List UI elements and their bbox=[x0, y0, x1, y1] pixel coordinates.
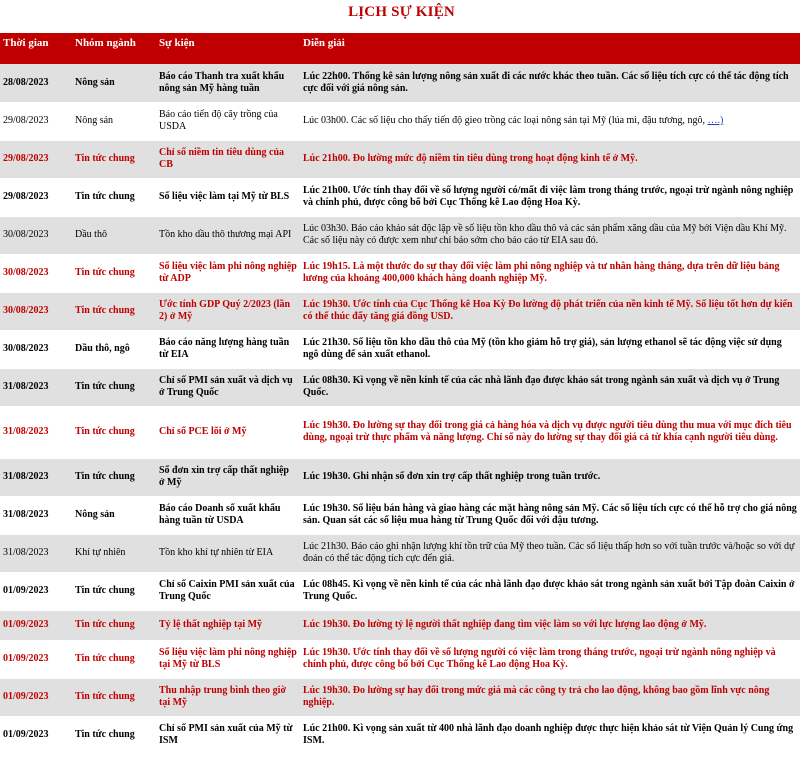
cell-event bbox=[156, 458, 300, 496]
cell-description-text: Lúc 03h30. Báo cáo khảo sát độc lập về số liệu tồn kho dầu thô và các sản phẩm xăng dầu của Mỹ bởi Viện dầu Khí Mỹ. Các số liệu này có được xem như chỉ báo sớm cho báo cáo từ EIA sau đó. bbox=[303, 223, 787, 246]
cell-description bbox=[300, 458, 800, 496]
cell-event-text: Ước tính GDP Quý 2/2023 (lần 2) ở Mỹ bbox=[159, 299, 291, 322]
table-row bbox=[0, 610, 800, 640]
cell-sector-text: Tin tức chung bbox=[75, 153, 135, 164]
cell-date-text: 31/08/2023 bbox=[3, 471, 49, 482]
cell-sector bbox=[72, 496, 156, 534]
cell-description-text: Lúc 19h30. Ước tính thay đổi về số lượng người có việc làm trong tháng trước, ngoại trừ ngành nông nghiệp và chính phủ, được công bố bởi Cục Thống kê Lao động Hoa Kỳ. bbox=[303, 647, 776, 670]
table-row bbox=[0, 458, 800, 496]
cell-sector bbox=[72, 368, 156, 406]
cell-event bbox=[156, 330, 300, 368]
cell-date bbox=[0, 216, 72, 254]
table-row bbox=[0, 254, 800, 292]
cell-sector bbox=[72, 292, 156, 330]
cell-sector bbox=[72, 610, 156, 640]
cell-description-text: Lúc 19h30. Đo lường sự hay đổi trong mức giá mà các công ty trả cho lao động, không bao gồm lĩnh vực nông nghiệp. bbox=[303, 685, 770, 708]
cell-description-text: Lúc 21h00. Kì vọng sản xuất từ 400 nhà lãnh đạo doanh nghiệp được thực hiện khảo sát từ Viện Quản lý Cung ứng ISM. bbox=[303, 723, 794, 746]
page-title: LỊCH SỰ KIỆN bbox=[348, 4, 455, 20]
cell-event bbox=[156, 406, 300, 458]
cell-date-text: 01/09/2023 bbox=[3, 585, 49, 596]
cell-sector-text: Tin tức chung bbox=[75, 191, 135, 202]
cell-date-text: 31/08/2023 bbox=[3, 381, 49, 392]
cell-date bbox=[0, 368, 72, 406]
cell-description-text: Lúc 19h30. Số liệu bán hàng và giao hàng các mặt hàng nông sản Mỹ. Các số liệu tích cực có thể hỗ trợ cho giá nông sản. Quan sát các số liệu mua hàng từ Trung Quốc đối với đậu tương. bbox=[303, 503, 797, 526]
cell-description-text: Lúc 22h00. Thống kê sản lượng nông sản xuất đi các nước khác theo tuần. Các số liệu tích cực có thể tác động tích cực đối với giá nông sản. bbox=[303, 70, 789, 94]
cell-date bbox=[0, 640, 72, 678]
cell-description-text: Lúc 19h30. Đo lường sự thay đổi trong giá cả hàng hóa và dịch vụ được người tiêu dùng thu mua với mục đích tiêu dùng, ngoại trừ thực phẩm và năng lượng. Chỉ số này đo lường sự thay đổi giá cả từ khía cạnh người tiêu dùng. bbox=[303, 420, 792, 443]
cell-description bbox=[300, 496, 800, 534]
table-row bbox=[0, 716, 800, 754]
cell-event bbox=[156, 216, 300, 254]
cell-event bbox=[156, 292, 300, 330]
cell-event-text: Chỉ số PMI sản xuất của Mỹ từ ISM bbox=[159, 723, 293, 746]
cell-sector-text: Tin tức chung bbox=[75, 381, 135, 392]
cell-sector bbox=[72, 216, 156, 254]
cell-date-text: 30/08/2023 bbox=[3, 305, 49, 316]
cell-date bbox=[0, 292, 72, 330]
cell-date-text: 29/08/2023 bbox=[3, 191, 49, 202]
cell-sector bbox=[72, 572, 156, 610]
cell-description-text: Lúc 21h30. Báo cáo ghi nhận lượng khí tồn trữ của Mỹ theo tuần. Các số liệu thấp hơn so với tuần trước và/hoặc so với dự đoán có thể tác động tích cực đến giá. bbox=[303, 541, 795, 564]
table-body bbox=[0, 64, 800, 754]
header-sector: Nhóm ngành bbox=[72, 33, 156, 64]
cell-description bbox=[300, 330, 800, 368]
cell-event bbox=[156, 534, 300, 572]
table-row bbox=[0, 534, 800, 572]
cell-date-text: 31/08/2023 bbox=[3, 547, 49, 558]
cell-sector bbox=[72, 458, 156, 496]
cell-date bbox=[0, 330, 72, 368]
cell-date-text: 31/08/2023 bbox=[3, 509, 49, 520]
cell-description-text: Lúc 08h45. Kì vọng về nền kinh tế của các nhà lãnh đạo được khảo sát trong ngành sản xuất bởi Tập đoàn Caixin ở Trung Quốc. bbox=[303, 579, 795, 602]
cell-sector-text: Dầu thô bbox=[75, 229, 107, 240]
cell-sector-text: Tin tức chung bbox=[75, 729, 135, 740]
cell-sector bbox=[72, 534, 156, 572]
cell-sector-text: Tin tức chung bbox=[75, 471, 135, 482]
cell-date bbox=[0, 458, 72, 496]
cell-date-text: 01/09/2023 bbox=[3, 691, 49, 702]
cell-event-text: Tồn kho khí tự nhiên từ EIA bbox=[159, 547, 274, 558]
cell-description bbox=[300, 140, 800, 178]
cell-date-text: 29/08/2023 bbox=[3, 115, 49, 126]
cell-event-text: Chỉ số niềm tin tiêu dùng của CB bbox=[159, 147, 285, 170]
events-table bbox=[0, 33, 800, 755]
cell-event bbox=[156, 254, 300, 292]
table-header-row bbox=[0, 33, 800, 64]
cell-date bbox=[0, 254, 72, 292]
cell-description bbox=[300, 292, 800, 330]
table-row bbox=[0, 64, 800, 102]
cell-sector bbox=[72, 140, 156, 178]
cell-sector-text: Nông sản bbox=[75, 509, 115, 520]
cell-sector bbox=[72, 330, 156, 368]
cell-sector bbox=[72, 254, 156, 292]
table-row bbox=[0, 678, 800, 716]
header-event: Sự kiện bbox=[156, 33, 300, 64]
cell-date bbox=[0, 406, 72, 458]
cell-event bbox=[156, 140, 300, 178]
cell-description-text: Lúc 19h15. Là một thước đo sự thay đổi việc làm phi nông nghiệp và tư nhân hàng tháng, dựa trên dữ liệu bảng lương của khoảng 400,000 khách hàng doanh nghiệp Mỹ. bbox=[303, 261, 780, 284]
cell-event bbox=[156, 678, 300, 716]
cell-date-text: 01/09/2023 bbox=[3, 653, 49, 664]
cell-description bbox=[300, 368, 800, 406]
cell-event bbox=[156, 496, 300, 534]
cell-sector bbox=[72, 678, 156, 716]
cell-description-text: Lúc 21h00. Ước tính thay đổi về số lượng người có/mất đi việc làm trong tháng trước, ngoại trừ ngành nông nghiệp và chính phủ, được công bố bởi Cục Thống kê Lao động Hoa Kỳ. bbox=[303, 185, 794, 208]
cell-event-text: Báo cáo Doanh số xuất khẩu hàng tuần từ USDA bbox=[159, 503, 281, 526]
cell-event-text: Chỉ số PMI sản xuất và dịch vụ ở Trung Quốc bbox=[159, 375, 293, 398]
cell-event bbox=[156, 178, 300, 216]
cell-event-text: Tồn kho dầu thô thương mại API bbox=[159, 229, 292, 240]
cell-date bbox=[0, 572, 72, 610]
cell-event-text: Báo cáo tiến độ cây trồng của USDA bbox=[159, 109, 278, 132]
cell-event bbox=[156, 64, 300, 102]
cell-description bbox=[300, 178, 800, 216]
cell-description bbox=[300, 610, 800, 640]
cell-sector bbox=[72, 178, 156, 216]
cell-description-text: Lúc 08h30. Kì vọng về nền kinh tế của các nhà lãnh đạo được khảo sát trong ngành sản xuất và dịch vụ ở Trung Quốc. bbox=[303, 375, 780, 398]
cell-event-text: Số liệu việc làm tại Mỹ từ BLS bbox=[159, 191, 290, 202]
cell-sector-text: Tin tức chung bbox=[75, 585, 135, 596]
table-row bbox=[0, 368, 800, 406]
table-row bbox=[0, 178, 800, 216]
cell-sector-text: Nông sản bbox=[75, 115, 114, 126]
cell-date bbox=[0, 64, 72, 102]
cell-date bbox=[0, 496, 72, 534]
table-row bbox=[0, 406, 800, 458]
cell-description-text: Lúc 19h30. Đo lường tỷ lệ người thất nghiệp đang tìm việc làm so với lực lượng lao động ở Mỹ. bbox=[303, 619, 707, 630]
cell-description-text: Lúc 19h30. Ước tính của Cục Thống kê Hoa Kỳ Đo lường độ phát triển của nền kinh tế Mỹ. Số liệu tốt hơn dự kiến có thể thúc đẩy tăng giá đồng USD. bbox=[303, 299, 793, 322]
cell-sector-text: Tin tức chung bbox=[75, 426, 135, 437]
cell-sector-text: Dầu thô, ngô bbox=[75, 343, 130, 354]
cell-sector-text: Tin tức chung bbox=[75, 267, 135, 278]
cell-description bbox=[300, 216, 800, 254]
cell-event bbox=[156, 102, 300, 140]
cell-description bbox=[300, 572, 800, 610]
cell-event-text: Thu nhập trung bình theo giờ tại Mỹ bbox=[159, 685, 286, 708]
cell-event-text: Chỉ số Caixin PMI sản xuất của Trung Quốc bbox=[159, 579, 295, 602]
cell-description bbox=[300, 406, 800, 458]
cell-description bbox=[300, 102, 800, 140]
cell-description-text: Lúc 21h30. Số liệu tồn kho dầu thô của Mỹ (tồn kho giảm hỗ trợ giá), sản lượng ethanol sẽ tác động việc sử dụng ngô dùng để sản xuất ethanol. bbox=[303, 337, 782, 360]
cell-date bbox=[0, 678, 72, 716]
cell-event-text: Báo cáo Thanh tra xuất khẩu nông sản Mỹ hàng tuần bbox=[159, 70, 285, 94]
cell-description-text: Lúc 21h00. Đo lường mức độ niềm tin tiêu dùng trong hoạt động kinh tế ở Mỹ. bbox=[303, 153, 638, 164]
cell-sector-text: Nông sản bbox=[75, 76, 115, 88]
cell-event-text: Số liệu việc làm phi nông nghiệp từ ADP bbox=[159, 261, 297, 284]
cell-date bbox=[0, 178, 72, 216]
cell-description bbox=[300, 64, 800, 102]
table-row bbox=[0, 140, 800, 178]
cell-sector-text: Tin tức chung bbox=[75, 619, 135, 630]
cell-description bbox=[300, 254, 800, 292]
cell-event-text: Số đơn xin trợ cấp thất nghiệp ở Mỹ bbox=[159, 465, 289, 488]
table-row bbox=[0, 102, 800, 140]
cell-event-text: Chỉ số PCE lõi ở Mỹ bbox=[159, 426, 247, 437]
cell-date-text: 01/09/2023 bbox=[3, 729, 49, 740]
cell-event-text: Báo cáo năng lượng hàng tuần từ EIA bbox=[159, 337, 290, 360]
cell-date-text: 31/08/2023 bbox=[3, 426, 49, 437]
cell-event bbox=[156, 640, 300, 678]
table-row bbox=[0, 640, 800, 678]
cell-date bbox=[0, 140, 72, 178]
table-row bbox=[0, 330, 800, 368]
cell-event-text: Tỷ lệ thất nghiệp tại Mỹ bbox=[159, 619, 263, 630]
cell-date-text: 29/08/2023 bbox=[3, 153, 49, 164]
cell-date-text: 28/08/2023 bbox=[3, 76, 49, 88]
cell-date-text: 30/08/2023 bbox=[3, 267, 49, 278]
header-description: Diễn giải bbox=[300, 33, 800, 64]
cell-date bbox=[0, 534, 72, 572]
cell-description-text: Lúc 19h30. Ghi nhận số đơn xin trợ cấp thất nghiệp trong tuần trước. bbox=[303, 471, 601, 482]
cell-sector bbox=[72, 640, 156, 678]
cell-date-text: 30/08/2023 bbox=[3, 229, 49, 240]
cell-event-text: Số liệu việc làm phi nông nghiệp tại Mỹ từ BLS bbox=[159, 647, 297, 670]
cell-sector-text: Tin tức chung bbox=[75, 305, 135, 316]
cell-date-text: 01/09/2023 bbox=[3, 619, 49, 630]
table-row bbox=[0, 292, 800, 330]
table-row bbox=[0, 572, 800, 610]
cell-description bbox=[300, 534, 800, 572]
cell-sector-text: Khí tự nhiên bbox=[75, 547, 126, 558]
cell-description bbox=[300, 640, 800, 678]
more-link[interactable]: ….) bbox=[707, 115, 724, 126]
cell-date bbox=[0, 610, 72, 640]
cell-sector bbox=[72, 406, 156, 458]
cell-date bbox=[0, 102, 72, 140]
cell-date bbox=[0, 716, 72, 754]
cell-event bbox=[156, 572, 300, 610]
cell-description bbox=[300, 678, 800, 716]
cell-sector-text: Tin tức chung bbox=[75, 653, 135, 664]
cell-event bbox=[156, 610, 300, 640]
cell-event bbox=[156, 716, 300, 754]
table-row bbox=[0, 216, 800, 254]
cell-description-text: Lúc 03h00. Các số liệu cho thấy tiến độ gieo trồng các loại nông sản tại Mỹ (lúa mì, đậu tương, ngô, bbox=[303, 115, 708, 126]
header-time: Thời gian bbox=[0, 33, 72, 64]
cell-description bbox=[300, 716, 800, 754]
cell-sector-text: Tin tức chung bbox=[75, 691, 135, 702]
cell-sector bbox=[72, 64, 156, 102]
cell-sector bbox=[72, 102, 156, 140]
cell-date-text: 30/08/2023 bbox=[3, 343, 49, 354]
table-row bbox=[0, 496, 800, 534]
cell-sector bbox=[72, 716, 156, 754]
cell-event bbox=[156, 368, 300, 406]
